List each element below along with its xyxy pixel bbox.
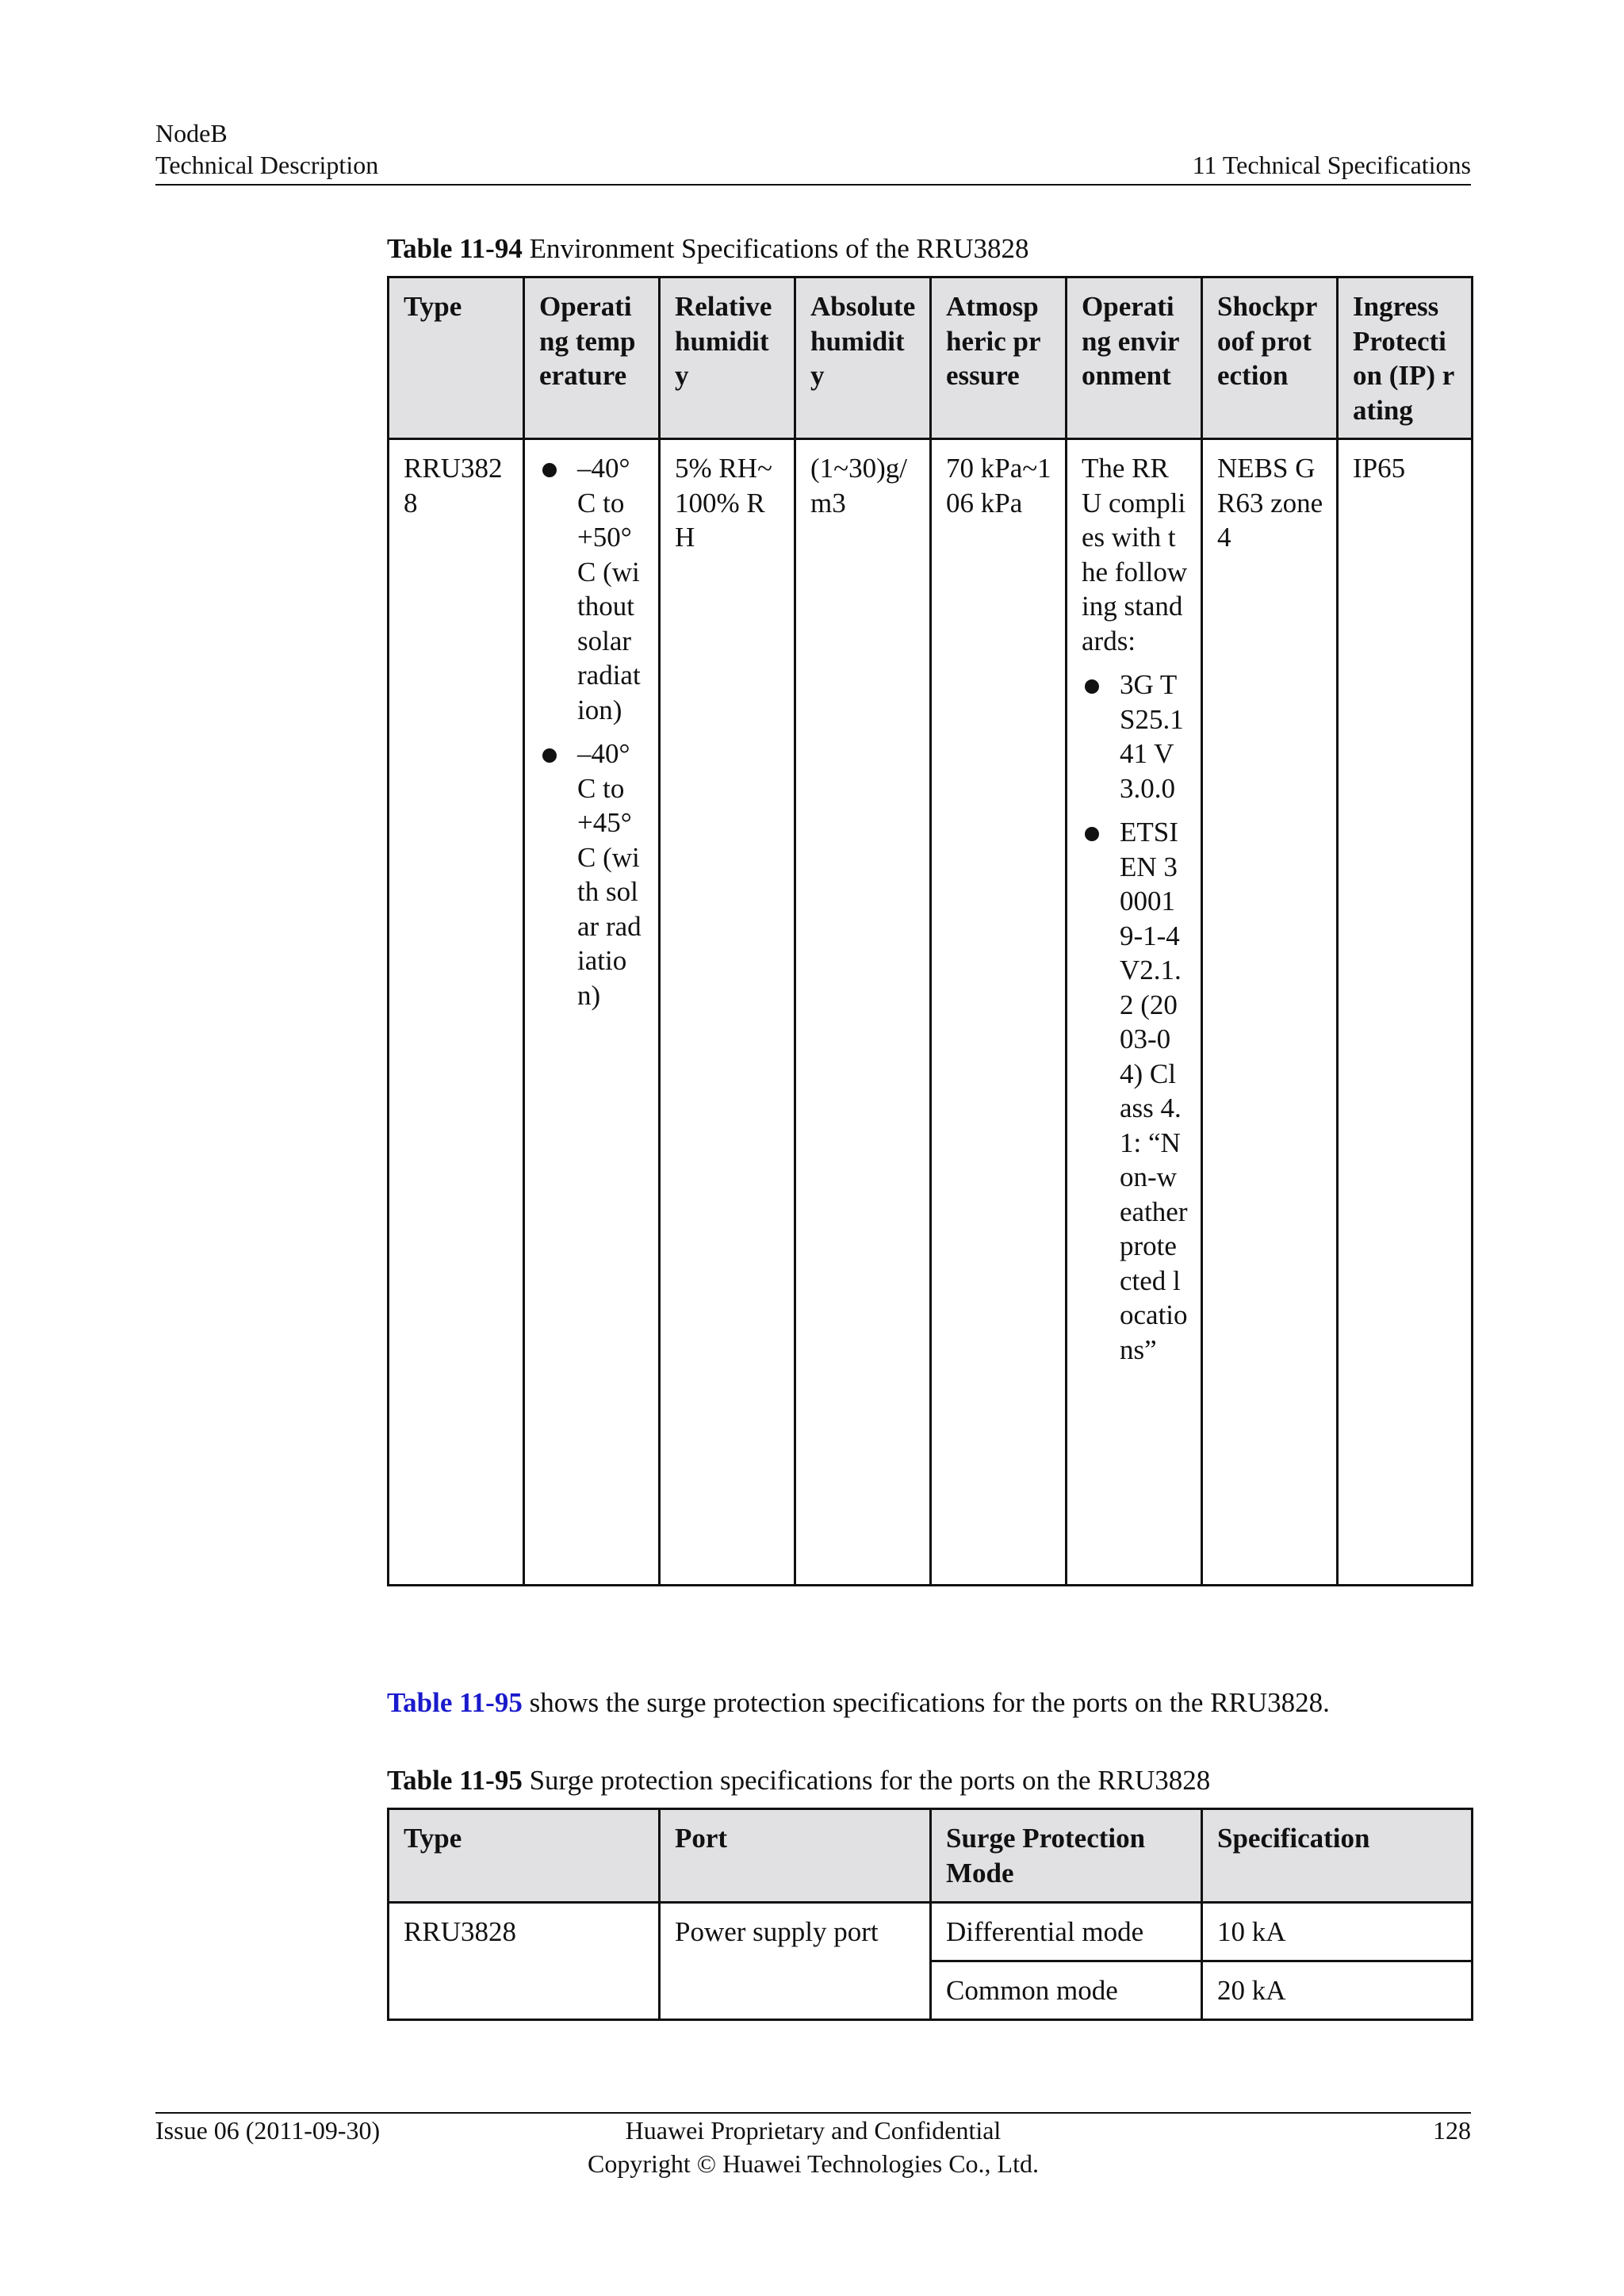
cell-absolute-humidity: (1~30)g/m3	[795, 439, 931, 1586]
standards-list	[1082, 668, 1188, 1367]
cell-type: RRU3828	[389, 439, 524, 1586]
cell-spec: 20 kA	[1202, 1961, 1473, 2020]
cell-mode: Differential mode	[931, 1903, 1202, 1961]
header-absolute-humidity: Absolute humidity	[795, 277, 931, 439]
header-product: NodeB	[155, 119, 228, 147]
list-item: –40° C to +45° C (with solar radiation)	[539, 737, 645, 1012]
list-item: 3G TS25.141 V3.0.0	[1082, 668, 1188, 806]
header-surge-protection-mode: Surge Protection Mode	[931, 1809, 1202, 1903]
cell-operating-temperature	[524, 439, 660, 1586]
footer-issue: Issue 06 (2011-09-30)	[155, 2116, 381, 2145]
list-item: –40° C to +50° C (without solar radiation)	[539, 451, 645, 727]
header-operating-environment: Operating environment	[1067, 277, 1202, 439]
paragraph-text: shows the surge protection specifications for the ports on the RRU3828.	[522, 1687, 1330, 1718]
table-95-title: Surge protection specifications for the ports on the RRU3828	[522, 1765, 1211, 1796]
header-ip-rating: Ingress Protection (IP) rating	[1338, 277, 1473, 439]
temperature-list	[539, 451, 645, 1012]
body-paragraph	[387, 1686, 1330, 1720]
footer-copyright: Copyright © Huawei Technologies Co., Ltd.	[588, 2149, 1039, 2178]
header-port: Port	[660, 1809, 931, 1903]
cell-mode: Common mode	[931, 1961, 1202, 2020]
cell-shockproof-protection: NEBS GR63 zone4	[1202, 439, 1338, 1586]
header-shockproof-protection: Shockproof protection	[1202, 277, 1338, 439]
bullet-icon	[1085, 679, 1099, 694]
cell-type: RRU3828	[389, 1903, 660, 2020]
surge-protection-table	[387, 1808, 1473, 2021]
environment-intro: The RRU complies with the following standards:	[1082, 453, 1188, 656]
header-type: Type	[389, 277, 524, 439]
table-row	[389, 439, 1473, 1586]
header-relative-humidity: Relative humidity	[660, 277, 795, 439]
cell-ip-rating: IP65	[1338, 439, 1473, 1586]
cell-port: Power supply port	[660, 1903, 931, 2020]
page-header	[155, 117, 1471, 181]
table-94-label: Table 11-94	[387, 233, 523, 264]
table-row	[389, 1903, 1473, 1961]
header-type: Type	[389, 1809, 660, 1903]
table-95-xref-link[interactable]: Table 11-95	[387, 1687, 523, 1718]
header-atmospheric-pressure: Atmospheric pressure	[931, 277, 1067, 439]
table-header-row	[389, 1809, 1473, 1903]
header-chapter: 11 Technical Specifications	[1192, 151, 1471, 179]
header-operating-temperature: Operating temperature	[524, 277, 660, 439]
table-95-caption	[387, 1763, 1210, 1798]
table-header-row	[389, 277, 1473, 439]
table-95-label: Table 11-95	[387, 1765, 523, 1796]
cell-spec: 10 kA	[1202, 1903, 1473, 1961]
cell-atmospheric-pressure: 70 kPa~106 kPa	[931, 439, 1067, 1586]
header-divider	[155, 184, 1471, 186]
cell-relative-humidity: 5% RH~100% RH	[660, 439, 795, 1586]
header-specification: Specification	[1202, 1809, 1473, 1903]
header-doc-title: Technical Description	[155, 151, 379, 179]
bullet-icon	[1085, 827, 1099, 841]
bullet-icon	[542, 463, 557, 477]
footer-confidential: Huawei Proprietary and Confidential	[625, 2116, 1002, 2145]
environment-spec-table	[387, 276, 1473, 1586]
page-number: 128	[1433, 2116, 1471, 2145]
bullet-icon	[542, 748, 557, 763]
list-item: ETSI EN 300019-1-4 V2.1.2 (2003-04) Class 4.1: “Non-weatherprotected locations”	[1082, 815, 1188, 1367]
footer-center	[155, 2114, 1471, 2180]
cell-operating-environment	[1067, 439, 1202, 1586]
table-94-caption	[387, 232, 1029, 266]
table-94-title: Environment Specifications of the RRU3828	[522, 233, 1029, 264]
